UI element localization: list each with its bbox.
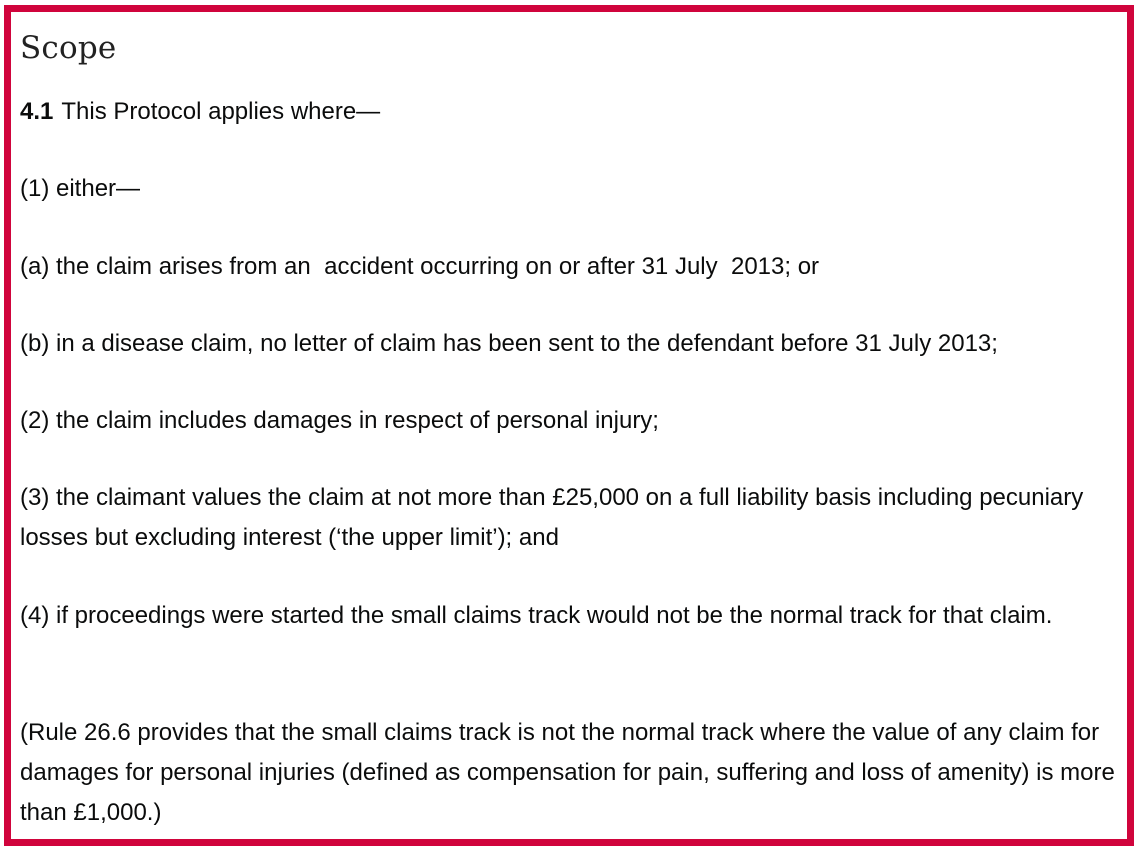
section-heading: Scope [20, 30, 117, 66]
rule-26-6-note: (Rule 26.6 provides that the small claims track is not the normal track where the value of any claim for damages for personal injuries (defined as compensation for pain, suffering and loss of amenity) is more than £1,000.) [20, 719, 1115, 826]
rule-number: 4.1 [20, 98, 54, 125]
clause-1b: (b) in a disease claim, no letter of claim has been sent to the defendant before 31 July 2013; [20, 330, 998, 357]
clause-1: (1) either— [20, 175, 141, 202]
clause-4: (4) if proceedings were started the small claims track would not be the normal track for that claim. [20, 602, 1053, 629]
rule-4-1 [20, 92, 380, 132]
document-frame [4, 5, 1134, 846]
rule-intro: This Protocol applies where— [61, 98, 381, 125]
clause-1a: (a) the claim arises from an accident occurring on or after 31 July 2013; or [20, 253, 820, 280]
clause-3: (3) the claimant values the claim at not more than £25,000 on a full liability basis including pecuniary losses but excluding interest (‘the upper limit’); and [20, 484, 1084, 551]
clause-2: (2) the claim includes damages in respect of personal injury; [20, 407, 659, 434]
